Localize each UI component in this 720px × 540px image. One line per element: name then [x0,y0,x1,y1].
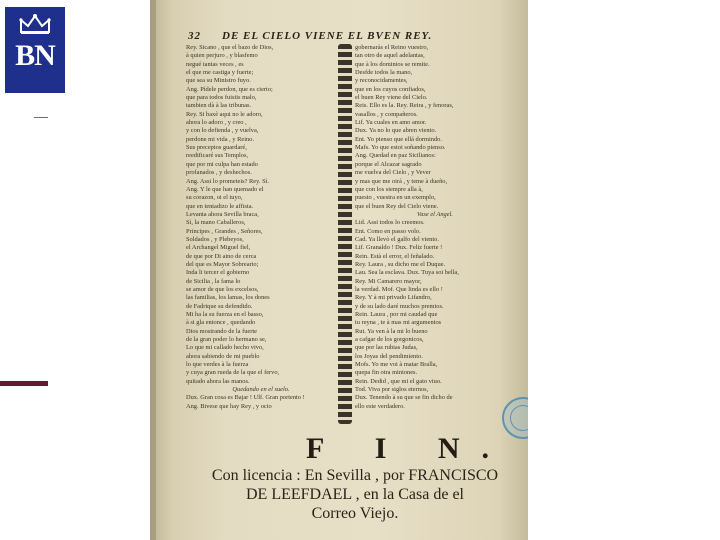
text-line: y cuya gran rueda de la que el fervo, [186,369,280,377]
text-line: Ang. Pídele perdon, que es cierto; [186,85,273,93]
imprint-line: Correo Viejo. [311,505,399,522]
text-line: Lo que mi callado hecho vivo, [186,344,264,352]
left-text-column [186,44,336,411]
text-line: Quedando en el suelo. [232,386,290,394]
imprint-line: DE LEEFDAEL , en la Casa de el [245,486,464,503]
text-line: que por mi culpa han estado [186,160,258,168]
text-line: Ang. Quedad en paz Sicilianos: [355,152,436,160]
text-line: y mas que me oirá , y teme à dueño, [355,177,448,185]
text-line: que en tentadizo le affista. [186,202,254,210]
text-line: que por las rubias Judas, [355,344,418,352]
text-line: Dux. Gran cosa es Bajar ! Ulf. Gran portento ! [186,394,305,402]
text-line: que à los dominios se remite. [355,60,430,68]
text-line: Rey. Sicano , que el bazo de Dios, [186,44,274,51]
text-line: à si gla entonce , quedando [186,319,256,327]
text-line: Mofs. Yo me voi à matar Bralla, [355,361,438,369]
text-line: ahora sabiendo de mi pueblo [186,352,260,360]
finis-heading: F I N. [306,432,512,465]
text-line: quitado ahora las manos. [186,377,250,385]
text-line: el Archangel Miguel fiel, [186,244,251,252]
text-line: de la gran poder lo hermano se, [186,336,267,344]
text-line: Sus preceptos guardaré, [186,144,247,152]
text-line: los Joyas del pendimiento. [355,352,423,360]
text-line: negué tantas veces , es [186,60,244,68]
text-line: Dux. Tenendo à su que se fin dicho de [355,394,453,402]
text-line: la verdad. Mof. Que linda es ello ! [355,285,443,293]
text-line: Rey. Si baxè aqui no le adoro, [186,110,263,118]
text-line: que en los cuyos confiados, [355,85,426,93]
text-line: Cad. Ya llevò el galfo del viento. [355,235,439,243]
typographic-rule-icon [338,44,352,424]
text-line: Reis. Ello es la. Rey. Reira , y fenoras, [355,102,454,110]
text-line: Rein. Dedid , que mi el gato viuo. [355,377,442,385]
running-title: DE EL CIELO VIENE EL BVEN REY. [222,30,433,42]
text-line: y con lo defienda , y vuelva, [186,127,259,135]
text-line: que para todos fuistis malo, [186,94,257,102]
text-line: el buen Rey viene del Cielo. [355,94,428,102]
text-line: reedificaré sus Templos, [186,152,249,160]
left-accent-bar [0,381,48,386]
text-line: Desfde todos la mano, [355,69,413,77]
text-line: Tod. Viva por siglos eternos, [355,386,429,394]
text-line: profanados , y deshechos. [186,169,252,177]
logo-text: BN [15,39,55,72]
text-line: Ent. Como en passo volo. [355,227,421,235]
text-line: de Fadrique su defendido. [186,302,253,310]
text-line: Lif. Granaldo ! Dux. Feliz fuerte ! [355,244,443,252]
text-line: Lau. Sea la esclava. Dux. Tuya soi bella, [355,269,459,277]
text-line: su corazon, oi el tuyo, [186,194,243,202]
text-line: me vuelva del Cielo , y Vever [355,169,431,177]
text-line: a cafgar de los gorgonicos, [355,336,424,344]
text-line: tu reyna , te à mas mi argumentos [355,319,442,327]
text-line: ello este verdadero. [355,402,405,410]
right-text-column [355,44,515,411]
text-line: Rein. Laura , por mi caudad que [355,311,438,318]
text-line: Rut. Ya ven à la mi lo bueno [355,327,428,335]
imprint [194,466,516,523]
text-line: Lid. Assi todos lo creemos. [355,219,425,227]
text-line: Mafs. Yo que estoi soñando pienso. [355,144,446,152]
crown-icon [18,13,52,35]
text-line: Rey. Mi Camarero mayor, [355,277,422,285]
text-line: Inda li tercer el gobierno [186,269,250,277]
text-line: que con los siempre alla à, [355,185,423,193]
text-line: Principes , Grandes , Señores, [186,227,263,235]
page-number: 32 [188,30,201,42]
text-line: vasallos , y compañeros. [355,110,418,118]
text-line: Rey. Y à mi privado Lifandro, [355,294,432,302]
text-line: gobernaràs el Reino vuestro, [355,44,429,51]
text-line: Ang. Y le que han quemado el [186,185,264,193]
text-line: de Sicilia , la fama lo [186,277,241,285]
text-line: Dios mostrando de la fuerte [186,327,257,335]
text-line: Vase el Angel. [417,210,453,218]
library-logo [5,7,65,93]
text-line: puesto , vuestra en un exemplo, [355,194,436,202]
text-line: de que por Di aino de cerca [186,252,257,260]
text-line: quepa fin otra miniones. [355,369,418,377]
text-line: porque el Alcazar sagrado [355,160,422,168]
text-line: Dux. Ya no lo que abren viento. [355,127,437,135]
text-line: que el buen Rey del Cielo viene. [355,202,439,210]
text-line: el que me castiga y fuerte; [186,69,254,77]
document-page [150,0,528,540]
text-line: Mi ha la su fuerza en el basso, [186,311,264,318]
stamp-inner-ring [510,405,528,431]
text-line: Rein. Està el error, el feñalado. [355,252,435,260]
imprint-line: Con licencia : En Sevilla , por FRANCISCO [211,467,499,484]
text-line: Levanta ahora Sevilla braca, [186,210,259,218]
text-line: ahora lo adoro , y creo , [186,119,247,127]
text-line: Rey. Laura , su dicho me el Duque. [355,260,446,268]
text-line: Sì, la mano Caballeros, [186,219,246,227]
logo-divider [34,117,48,118]
text-line: Soldados , y Plebeyos, [186,235,244,243]
text-line: lo que verdes à la fuerza [186,361,249,369]
text-line: y de su lado daré muchos premios. [355,302,444,310]
text-line: tan otro de aquel adelantas, [355,52,425,60]
text-line: Ang. Assi lo prometeis? Rey. Sì. [186,177,270,185]
text-line: se amor de que los excelsos, [186,285,259,293]
text-line: del que es Mayor Sobreario; [186,260,259,268]
text-line: y reconocidamentes, [355,77,408,85]
text-line: tambien dà à las tribunas. [186,102,252,110]
text-line: Ent. Yo pienso que ellá dormindo. [355,135,442,143]
text-line: que sea su Ministro fuyo. [186,77,251,85]
text-line: à quien perjuro , y blasfemo [186,52,258,60]
text-line: las familias, los lamas, los dones [186,294,270,302]
page-binding-edge [150,0,156,540]
text-line: perdone mi vida , y Reino. [186,135,254,143]
text-line: Lif. Ya cuales en amo amor. [355,119,427,127]
text-line: Ang. Bivese que hay Rey , y ocio [186,402,272,410]
